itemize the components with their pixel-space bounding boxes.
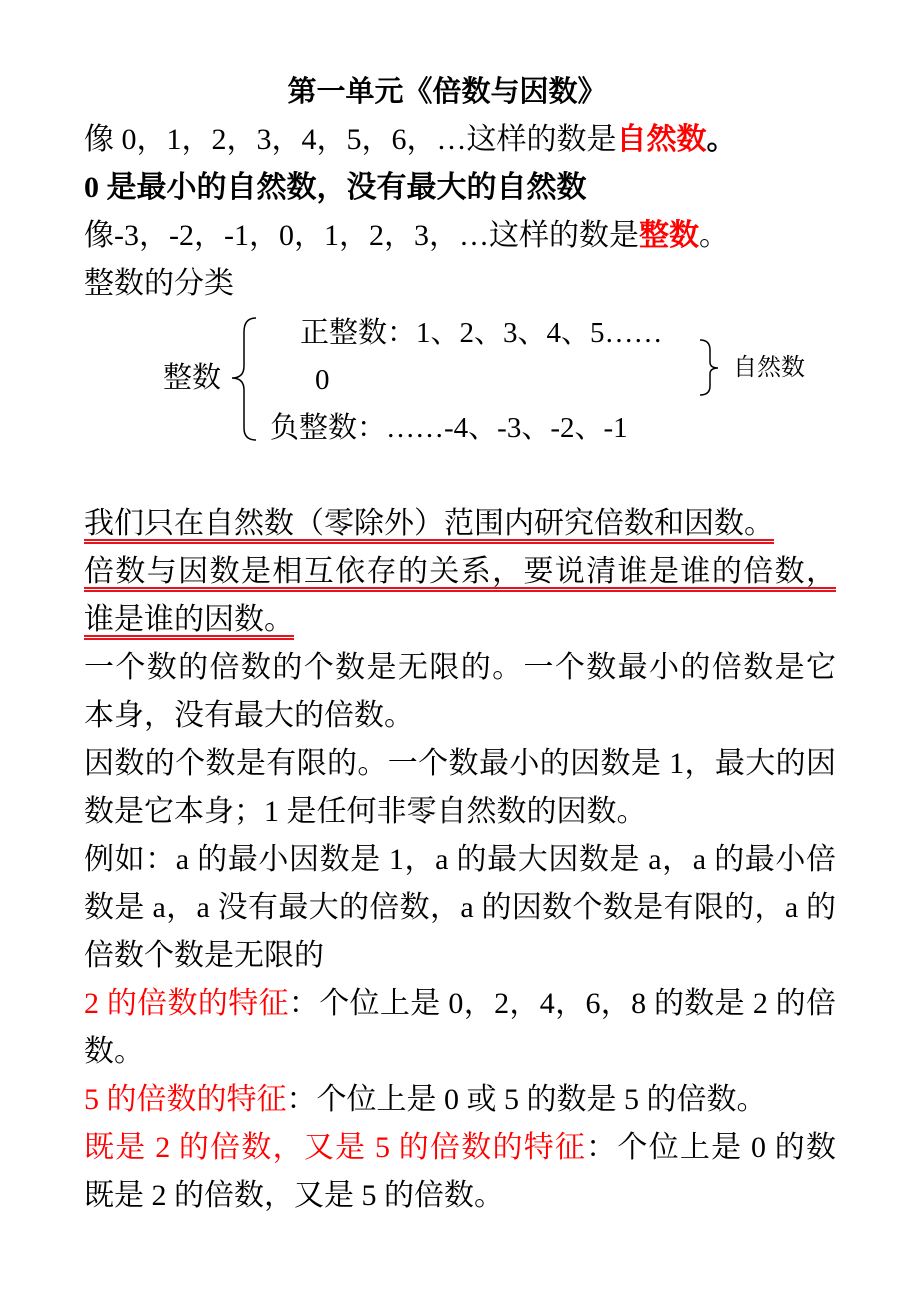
example-paragraph-line: 倍数个数是无限的: [84, 939, 324, 972]
integer-prefix: 像-3，-2，-1，0，1，2，3，…这样的数是: [84, 219, 639, 252]
factors-paragraph-line: 数是它本身；1 是任何非零自然数的因数。: [84, 795, 647, 828]
key-point-text: 我们只在自然数（零除外）范围内研究倍数和因数。: [84, 507, 774, 540]
right-brace: [700, 340, 718, 395]
feature-continuation: 既是 2 的倍数，又是 5 的倍数。: [84, 1179, 504, 1212]
negative-integers: 负整数：……-4、-3、-2、-1: [270, 412, 628, 444]
classification-root: 整数: [163, 362, 222, 394]
feature-multiple-of-2-and-5: [84, 1124, 836, 1172]
example-paragraph-line: 数是 a，a 没有最大的倍数，a 的因数个数是有限的，a 的: [84, 891, 836, 924]
factors-paragraph-line: 因数的个数是有限的。一个数最小的因数是 1，最大的因: [84, 747, 836, 780]
zero-integer: 0: [315, 364, 330, 396]
integer-definition: [84, 212, 729, 260]
feature-multiple-of-2: [84, 980, 836, 1028]
feature-text: ：个位上是 0 的数: [586, 1131, 837, 1164]
feature-label: 既是 2 的倍数，又是 5 的倍数的特征: [84, 1131, 587, 1164]
page-title: 第一单元《倍数与因数》: [287, 76, 607, 108]
natural-number-definition: [84, 116, 737, 164]
natural-number-prefix: 像 0，1，2，3，4，5，6，…这样的数是: [84, 123, 617, 156]
key-point-text: 谁是谁的因数。: [84, 603, 294, 636]
natural-number-label: 自然数: [733, 355, 805, 381]
integer-term: 整数: [638, 219, 699, 252]
feature-multiple-of-5: [84, 1076, 767, 1124]
key-point-line: [84, 596, 294, 644]
natural-number-suffix: 。: [706, 123, 737, 156]
feature-text: ：个位上是 0 或 5 的数是 5 的倍数。: [286, 1083, 767, 1116]
feature-continuation: 数。: [84, 1035, 144, 1068]
multiples-paragraph-line: 本身，没有最大的倍数。: [84, 699, 414, 732]
example-paragraph-line: 例如：a 的最小因数是 1，a 的最大因数是 a，a 的最小倍: [84, 843, 836, 876]
integer-suffix: 。: [698, 219, 729, 252]
feature-label: 2 的倍数的特征: [84, 987, 289, 1020]
key-point-line: [84, 500, 774, 548]
classification-heading: 整数的分类: [84, 267, 234, 300]
natural-number-term: 自然数: [616, 123, 707, 156]
left-brace: [232, 318, 256, 440]
multiples-paragraph-line: 一个数的倍数的个数是无限的。一个数最小的倍数是它: [84, 651, 836, 684]
zero-smallest-statement: 0 是最小的自然数，没有最大的自然数: [84, 171, 587, 204]
feature-label: 5 的倍数的特征: [84, 1083, 287, 1116]
feature-text: ：个位上是 0，2，4，6，8 的数是 2 的倍: [288, 987, 836, 1020]
key-point-line: 倍数与因数是相互依存的关系，要说清谁是谁的倍数，: [84, 555, 836, 588]
positive-integers: 正整数：1、2、3、4、5……: [300, 317, 663, 349]
